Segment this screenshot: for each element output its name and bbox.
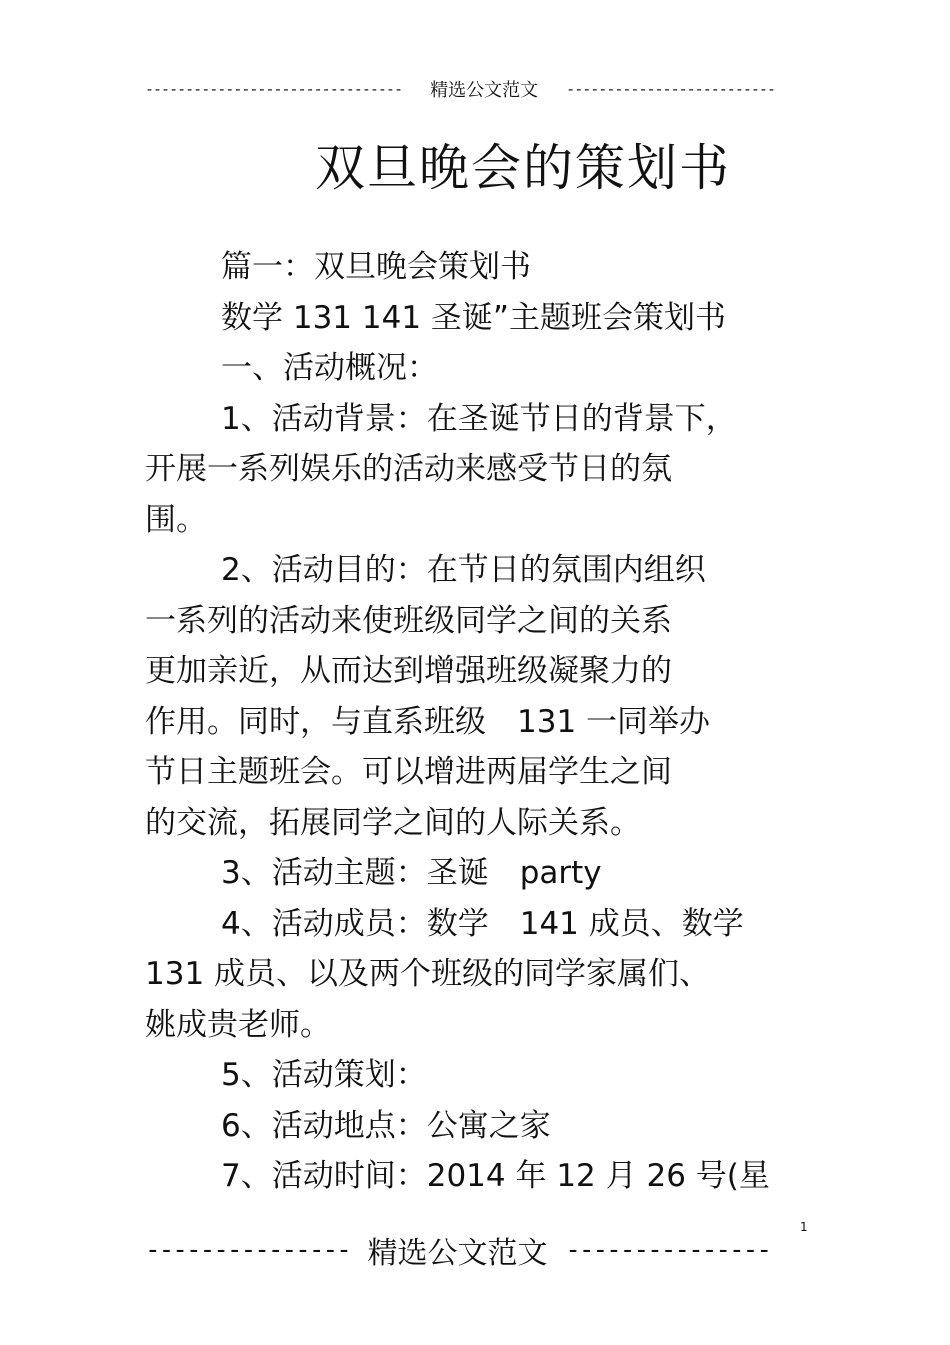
- body-line: 2、活动目的：在节日的氛围内组织: [221, 552, 706, 588]
- header-dashes-right: --------------------------: [566, 80, 775, 98]
- body-line: 开展一系列娱乐的活动来感受节日的氛: [145, 451, 672, 487]
- header-label: 精选公文范文: [430, 80, 539, 101]
- body-line: 作用。同时，与直系班级 131 一同举办: [145, 703, 711, 740]
- body-line: 篇一：双旦晚会策划书: [221, 249, 531, 285]
- body-line: 围。: [145, 501, 207, 538]
- page-header: [145, 76, 775, 102]
- body-line: 6、活动地点：公寓之家: [221, 1107, 551, 1144]
- page-footer: [145, 1228, 770, 1272]
- body-line: 更加亲近，从而达到增强班级凝聚力的: [145, 653, 672, 689]
- body-line: 姚成贵老师。: [145, 1006, 331, 1043]
- document-title: 双旦晚会的策划书: [315, 139, 731, 197]
- footer-label: 精选公文范文: [367, 1236, 548, 1271]
- body-line: 1、活动背景：在圣诞节日的背景下，: [221, 400, 737, 437]
- body-line: 131 成员、以及两个班级的同学家属们、: [145, 956, 711, 992]
- page-number: 1: [800, 1220, 808, 1234]
- body-line: 一系列的活动来使班级同学之间的关系: [145, 602, 672, 639]
- body-line: 数学 131 141 圣诞”主题班会策划书: [221, 299, 726, 336]
- body-line: 节日主题班会。可以增进两届学生之间: [145, 754, 672, 790]
- body-line: 7、活动时间：2014 年 12 月 26 号(星: [221, 1158, 770, 1194]
- body-line: 的交流，拓展同学之间的人际关系。: [145, 804, 641, 841]
- footer-dashes-left: ---------------: [145, 1235, 350, 1265]
- body-line: 一、活动概况：: [221, 350, 438, 386]
- footer-dashes-right: ---------------: [565, 1235, 770, 1265]
- body-line: 5、活动策划：: [221, 1057, 427, 1093]
- document-body: [145, 242, 805, 1202]
- body-line: 3、活动主题：圣诞 party: [221, 855, 602, 891]
- body-line: 4、活动成员：数学 141 成员、数学: [221, 905, 744, 942]
- header-dashes-left: --------------------------------: [145, 80, 402, 98]
